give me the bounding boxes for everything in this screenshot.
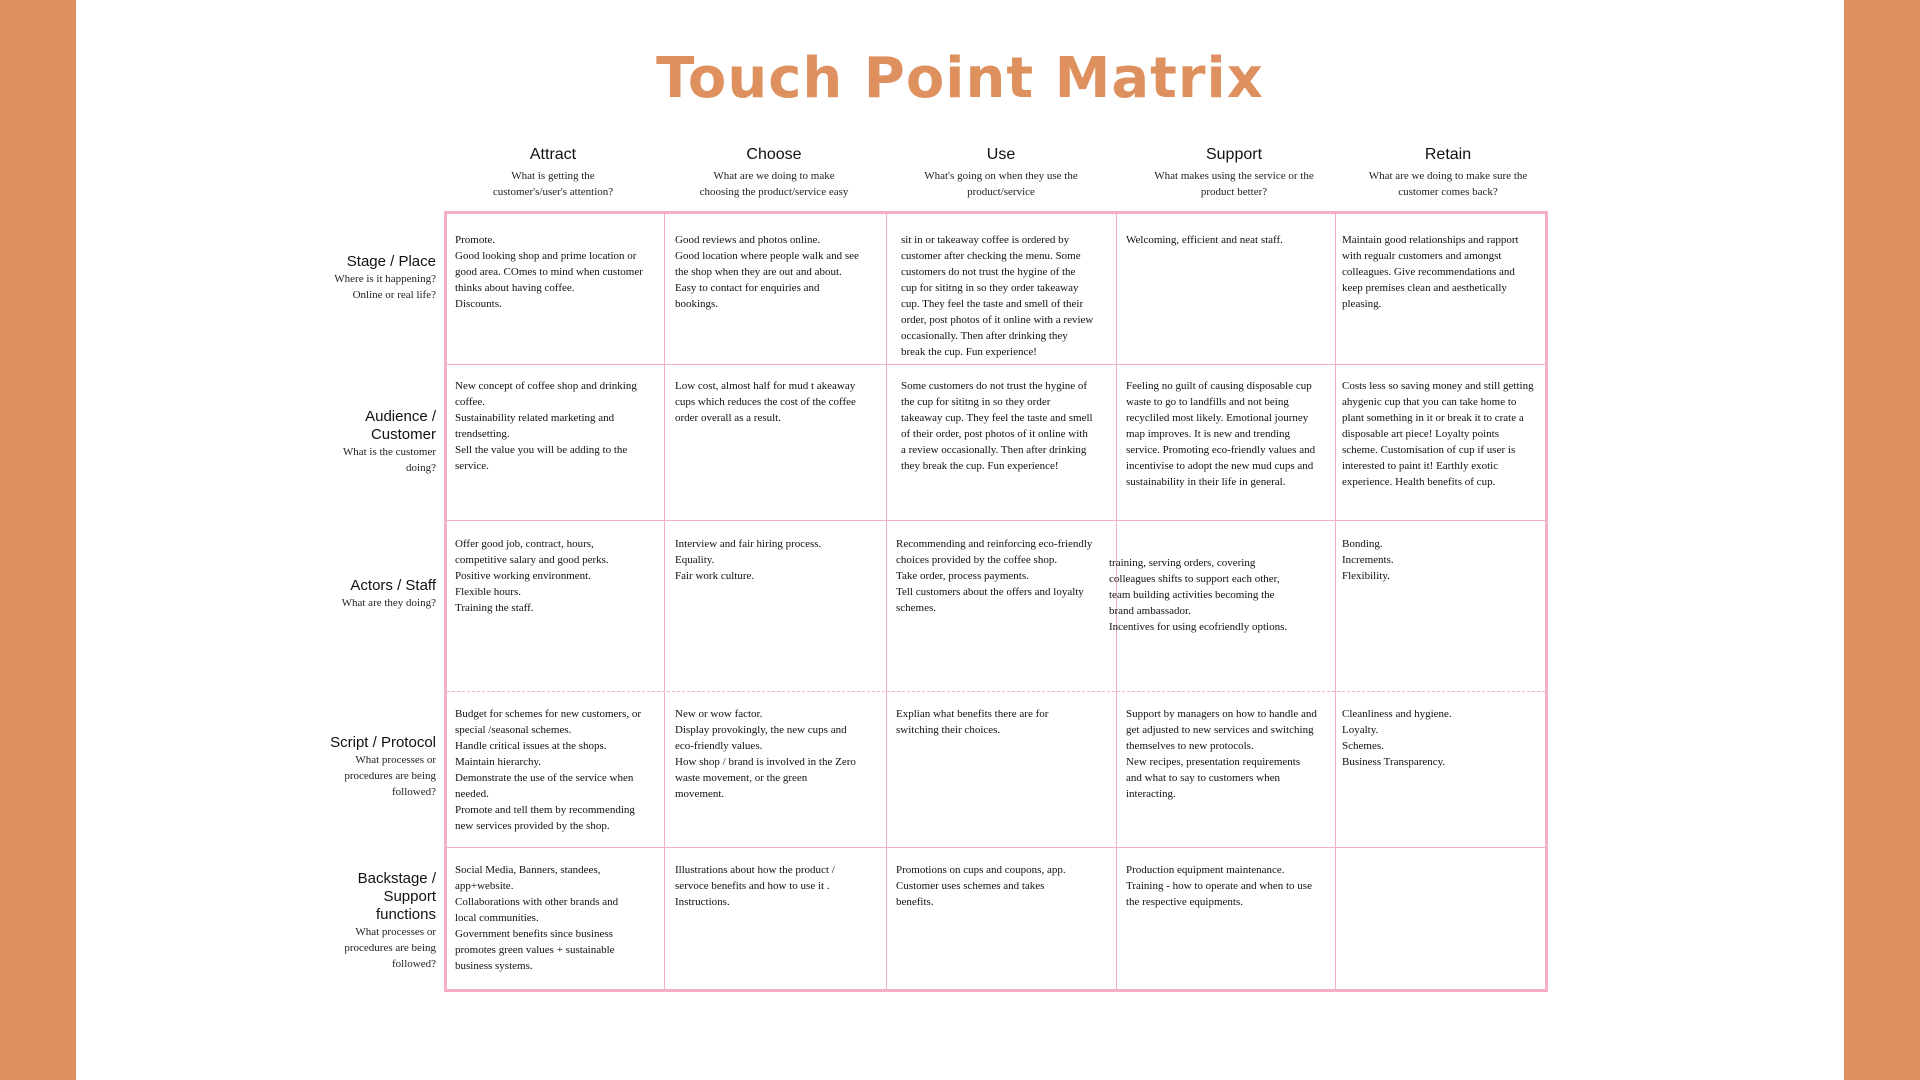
column-header-retain [1334,146,1562,200]
column-header-attract [444,146,662,200]
cell-audience-use: Some customers do not trust the hygine of the cup for sititng in so they order takeaway cup. They feel the taste and smell of their order, post photos of it online with a review occasionally. Then after drinking they break the cup. Fun experience! [901,380,1093,472]
cell-script-support: Support by managers on how to handle and get adjusted to new services and switching themselves to new protocols. New recipes, presentation requirements and what to say to customers when interacting. [1126,708,1317,800]
column-header-support [1116,146,1352,200]
cell-script-retain: Cleanliness and hygiene. Loyalty. Schemes. Business Transparency. [1342,708,1452,768]
column-title: Choose [746,146,802,163]
row-label-audience-customer [343,408,436,476]
grid-row-divider [447,691,1545,692]
row-label-stage-place [334,253,436,303]
row-title: Backstage / Support functions [357,870,436,923]
row-title: Stage / Place [346,253,436,270]
column-subtitle: What are we doing to make sure the customer comes back? [1368,170,1528,198]
row-subtitle: What processes or procedures are being followed? [344,754,436,798]
cell-audience-retain: Costs less so saving money and still getting ahygenic cup that you can take home to plant something in it or break it to crate a disposable art piece! Loyalty points scheme. Customisation of cup if user is interested to paint it! Earthly exotic experience. Health benefits of cup. [1342,380,1534,488]
row-title: Audience / Customer [365,408,436,443]
column-subtitle: What are we doing to make choosing the product/service easy [699,170,849,198]
row-subtitle: Where is it happening? Online or real life? [334,273,436,301]
cell-actors-attract: Offer good job, contract, hours, competitive salary and good perks. Positive working environment. Flexible hours. Training the staff. [455,538,609,614]
column-title: Attract [529,146,577,163]
cell-script-attract: Budget for schemes for new customers, or special /seasonal schemes. Handle critical issues at the shops. Maintain hierarchy. Demonstrate the use of the service when needed. Promote and tell them by recommending new services provided by the shop. [455,708,642,832]
column-title: Support [1205,146,1263,163]
row-subtitle: What are they doing? [341,597,436,609]
right-accent-band [1844,0,1920,1080]
grid-column-divider [886,214,887,989]
cell-script-choose: New or wow factor. Display provokingly, the new cups and eco-friendly values. How shop / brand is involved in the Zero waste movement, or the green movement. [675,708,856,800]
cell-actors-choose: Interview and fair hiring process. Equality. Fair work culture. [675,538,822,582]
column-subtitle: What makes using the service or the product better? [1154,170,1314,198]
left-accent-band [0,0,76,1080]
row-title: Actors / Staff [350,577,436,594]
column-subtitle: What's going on when they use the product/service [924,170,1078,198]
row-label-script-protocol [330,734,436,800]
matrix-grid [444,211,1548,992]
cell-stage-support: Welcoming, efficient and neat staff. [1126,234,1283,246]
grid-row-divider [447,847,1545,848]
grid-row-divider [447,520,1545,521]
cell-script-use: Explian what benefits there are for switching their choices. [896,708,1049,736]
cell-audience-support: Feeling no guilt of causing disposable cup waste to go to landfills and not being recycliled most likely. Emotional journey map improves. It is new and trending service. Promoting eco-friendly values and incentivise to adopt the new mud cups and sustainability in their life in general. [1126,380,1316,488]
cell-backstage-choose: Illustrations about how the product / servoce benefits and how to use it . Instructions. [675,864,835,908]
cell-audience-attract: New concept of coffee shop and drinking coffee. Sustainability related marketing and trendsetting. Sell the value you will be adding to the service. [455,380,637,472]
column-header-choose [662,146,886,200]
row-label-actors-staff [342,577,436,611]
column-title: Retain [1424,146,1472,163]
cell-stage-retain: Maintain good relationships and rapport with regualr customers and amongst colleagues. Give recommendations and keep premises clean and aesthetically pleasing. [1342,234,1519,310]
column-subtitle: What is getting the customer's/user's attention? [492,170,614,198]
cell-stage-use: sit in or takeaway coffee is ordered by customer after checking the menu. Some customers do not trust the hygine of the cup for sititng in so they order takeaway cup. They feel the taste and smell of their order, post photos of it online with a review occasionally. Then after drinking they break the cup. Fun experience! [901,234,1094,358]
row-label-backstage-support [344,870,436,972]
cell-actors-retain: Bonding. Increments. Flexibility. [1342,538,1394,582]
cell-stage-choose: Good reviews and photos online. Good location where people walk and see the shop when they are out and about. Easy to contact for enquiries and bookings. [675,234,859,310]
cell-actors-use: Recommending and reinforcing eco-friendly choices provided by the coffee shop. Take order, process payments. Tell customers about the offers and loyalty schemes. [896,538,1093,614]
cell-audience-choose: Low cost, almost half for mud t akeaway cups which reduces the cost of the coffee order overall as a result. [675,380,856,424]
cell-backstage-attract: Social Media, Banners, standees, app+website. Collaborations with other brands and local communities. Government benefits since business promotes green values + sustainable business systems. [455,864,619,972]
column-header-use [886,146,1116,200]
cell-actors-support: training, serving orders, covering colleagues shifts to support each other, team building activities becoming the brand ambassador. Incentives for using ecofriendly options. [1109,557,1288,633]
row-subtitle: What processes or procedures are being followed? [344,926,436,970]
row-title: Script / Protocol [330,734,436,751]
grid-column-divider [664,214,665,989]
cell-backstage-use: Promotions on cups and coupons, app. Customer uses schemes and takes benefits. [896,864,1066,908]
page-title: Touch Point Matrix [656,46,1264,111]
column-title: Use [986,146,1016,163]
grid-row-divider [447,364,1545,365]
cell-stage-attract: Promote. Good looking shop and prime location or good area. COmes to mind when customer thinks about having coffee. Discounts. [455,234,643,310]
grid-column-divider [1335,214,1336,989]
row-subtitle: What is the customer doing? [342,446,436,474]
cell-backstage-support: Production equipment maintenance. Training - how to operate and when to use the respective equipments. [1126,864,1312,908]
